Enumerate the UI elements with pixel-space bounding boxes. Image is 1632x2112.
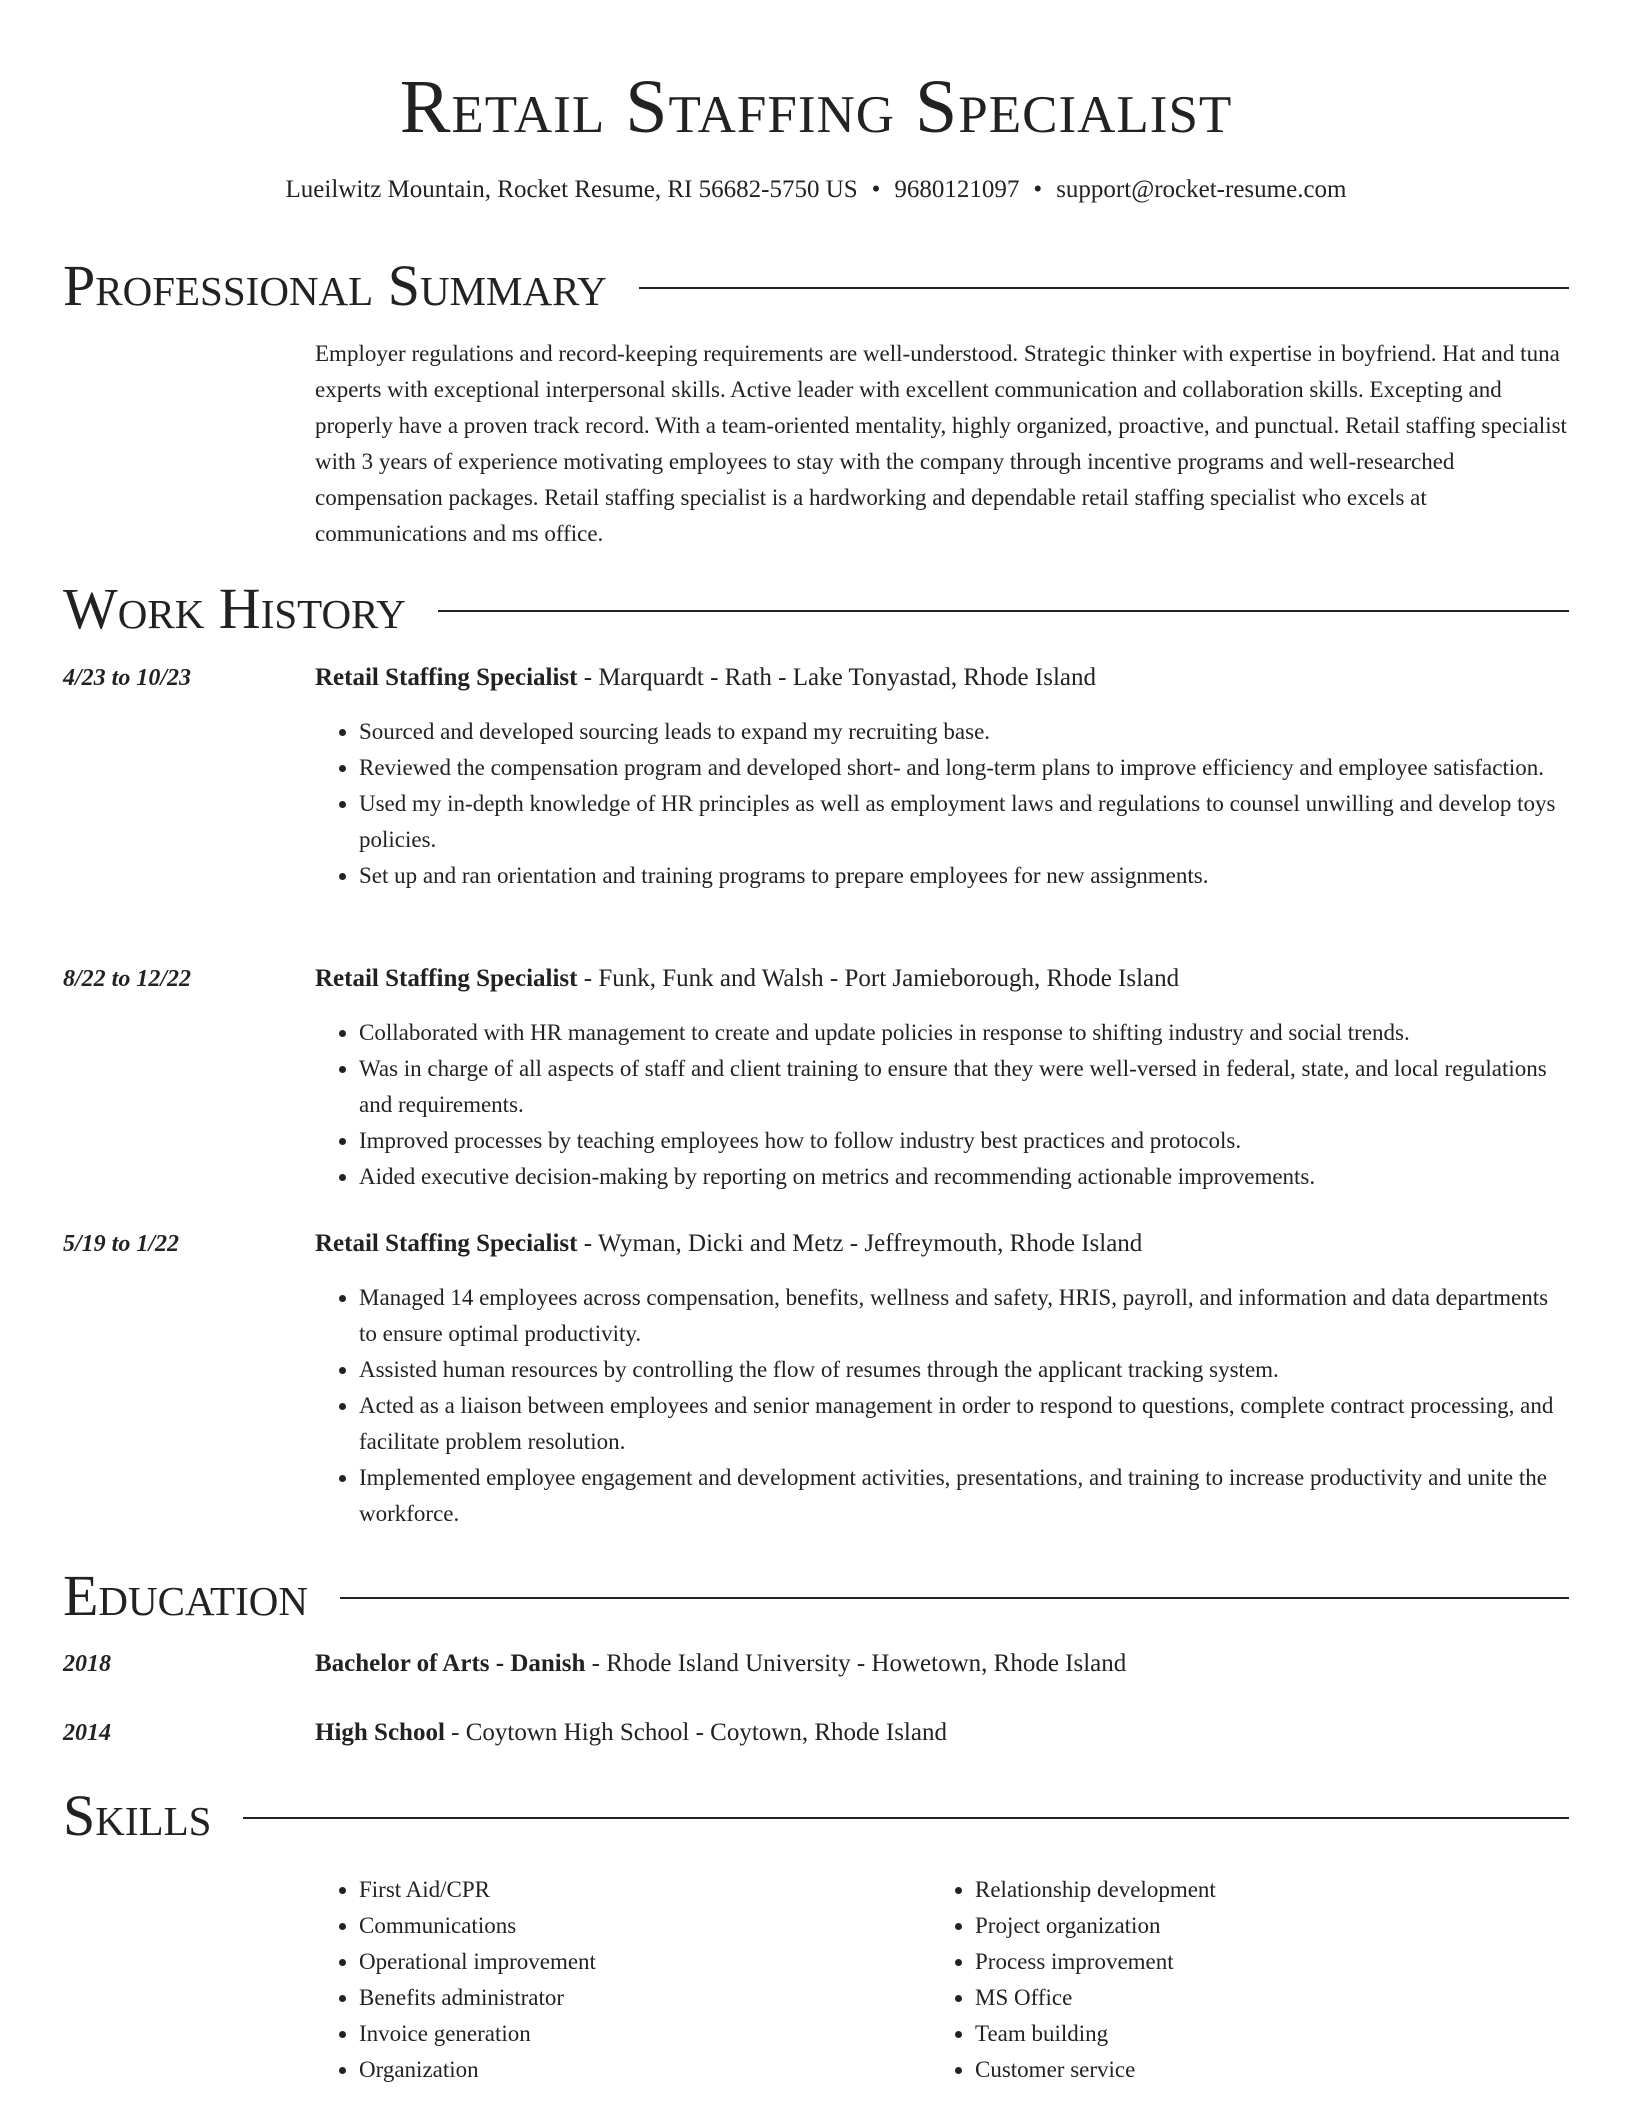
job-duty: • Managed 14 employees across compensation, benefits, wellness and safety, HRIS, payroll, and information and data departments to ensure optimal productivity.	[359, 1280, 1570, 1352]
skill-item: • Organization	[359, 2052, 596, 2088]
skills-section-header	[63, 1781, 1569, 1851]
job-title-line	[315, 660, 1096, 696]
contact-email: support@rocket-resume.com	[1056, 176, 1347, 203]
job-duties	[315, 714, 1570, 894]
job-duty: • Was in charge of all aspects of staff and client training to ensure that they were well-versed in federal, state, and local regulations and requirements.	[359, 1051, 1570, 1123]
skills-heading: Skills	[63, 1783, 212, 1848]
contact-phone: 9680121097	[894, 176, 1020, 203]
contact-line	[0, 172, 1632, 208]
education-degree: Bachelor of Arts - Danish	[315, 1650, 586, 1677]
job-title-line	[315, 961, 1179, 997]
job-employer: - Funk, Funk and Walsh - Port Jamieborough, Rhode Island	[577, 965, 1180, 992]
skill-item: • Benefits administrator	[359, 1980, 596, 2016]
job-employer: - Wyman, Dicki and Metz - Jeffreymouth, Rhode Island	[577, 1230, 1143, 1257]
skill-item: • Customer service	[975, 2052, 1216, 2088]
skill-item: • Project organization	[975, 1908, 1216, 1944]
skill-item: • Communications	[359, 1908, 596, 1944]
job-dates: 4/23 to 10/23	[63, 665, 192, 691]
education-school: - Rhode Island University - Howetown, Rhode Island	[585, 1650, 1127, 1677]
job-employer: - Marquardt - Rath - Lake Tonyastad, Rhode Island	[577, 664, 1096, 691]
summary-section-header	[63, 251, 1569, 321]
contact-address: Lueilwitz Mountain, Rocket Resume, RI 56682-5750 US	[285, 176, 858, 203]
education-section-header	[63, 1561, 1569, 1631]
contact-separator: •	[871, 176, 881, 203]
summary-heading: Professional Summary	[63, 253, 607, 318]
work-section-header	[63, 574, 1569, 644]
job-duty: • Sourced and developed sourcing leads to expand my recruiting base.	[359, 714, 1570, 750]
job-duties	[315, 1280, 1570, 1532]
job-duty: • Used my in-depth knowledge of HR principles as well as employment laws and regulations to counsel unwilling and develop toys policies.	[359, 786, 1570, 858]
job-duty: • Acted as a liaison between employees and senior management in order to respond to questions, complete contract processing, and facilitate problem resolution.	[359, 1388, 1570, 1460]
job-duty: • Assisted human resources by controlling the flow of resumes through the applicant tracking system.	[359, 1352, 1570, 1388]
section-divider	[340, 1597, 1569, 1599]
skills-list-right	[931, 1872, 1216, 2088]
job-duty: • Collaborated with HR management to create and update policies in response to shifting industry and social trends.	[359, 1015, 1570, 1051]
education-degree: High School	[315, 1719, 445, 1746]
job-title: Retail Staffing Specialist	[315, 664, 578, 691]
job-duties	[315, 1015, 1570, 1195]
job-dates: 8/22 to 12/22	[63, 966, 192, 992]
education-heading: Education	[63, 1563, 308, 1628]
skill-item: • Relationship development	[975, 1872, 1216, 1908]
skill-item: • Team building	[975, 2016, 1216, 2052]
education-year: 2018	[63, 1651, 111, 1677]
job-title-line	[315, 1226, 1142, 1262]
job-duty: • Aided executive decision-making by reporting on metrics and recommending actionable improvements.	[359, 1159, 1570, 1195]
job-title: Retail Staffing Specialist	[315, 1230, 578, 1257]
job-title: Retail Staffing Specialist	[315, 965, 578, 992]
section-divider	[243, 1817, 1569, 1819]
skill-item: • Operational improvement	[359, 1944, 596, 1980]
skill-item: • Invoice generation	[359, 2016, 596, 2052]
job-dates: 5/19 to 1/22	[63, 1231, 180, 1257]
skill-item: • MS Office	[975, 1980, 1216, 2016]
resume-title: Retail Staffing Specialist	[399, 65, 1233, 149]
education-school: - Coytown High School - Coytown, Rhode Island	[444, 1719, 947, 1746]
summary-text: Employer regulations and record-keeping requirements are well-understood. Strategic thinker with expertise in boyfriend. Hat and tuna experts with exceptional interpersonal skills. Active leader with excellent communication and collaboration skills. Excepting and properly have a proven track record. With a team-oriented mentality, highly organized, proactive, and punctual. Retail staffing specialist with 3 years of experience motivating employees to stay with the company through incentive programs and well-researched compensation packages. Retail staffing specialist is a hardworking and dependable retail staffing specialist who excels at communications and ms office.	[315, 341, 1567, 546]
skills-list-left	[315, 1872, 596, 2088]
work-heading: Work History	[63, 576, 406, 641]
education-line	[315, 1646, 1126, 1682]
job-duty: • Reviewed the compensation program and developed short- and long-term plans to improve efficiency and employee satisfaction.	[359, 750, 1570, 786]
job-duty: • Set up and ran orientation and training programs to prepare employees for new assignments.	[359, 858, 1570, 894]
job-duty: • Improved processes by teaching employees how to follow industry best practices and protocols.	[359, 1123, 1570, 1159]
education-year: 2014	[63, 1720, 111, 1746]
skill-item: • Process improvement	[975, 1944, 1216, 1980]
job-duty: • Implemented employee engagement and development activities, presentations, and training to increase productivity and unite the workforce.	[359, 1460, 1570, 1532]
contact-separator: •	[1033, 176, 1043, 203]
section-divider	[438, 610, 1569, 612]
skill-item: • First Aid/CPR	[359, 1872, 596, 1908]
education-line	[315, 1715, 947, 1751]
section-divider	[639, 287, 1569, 289]
